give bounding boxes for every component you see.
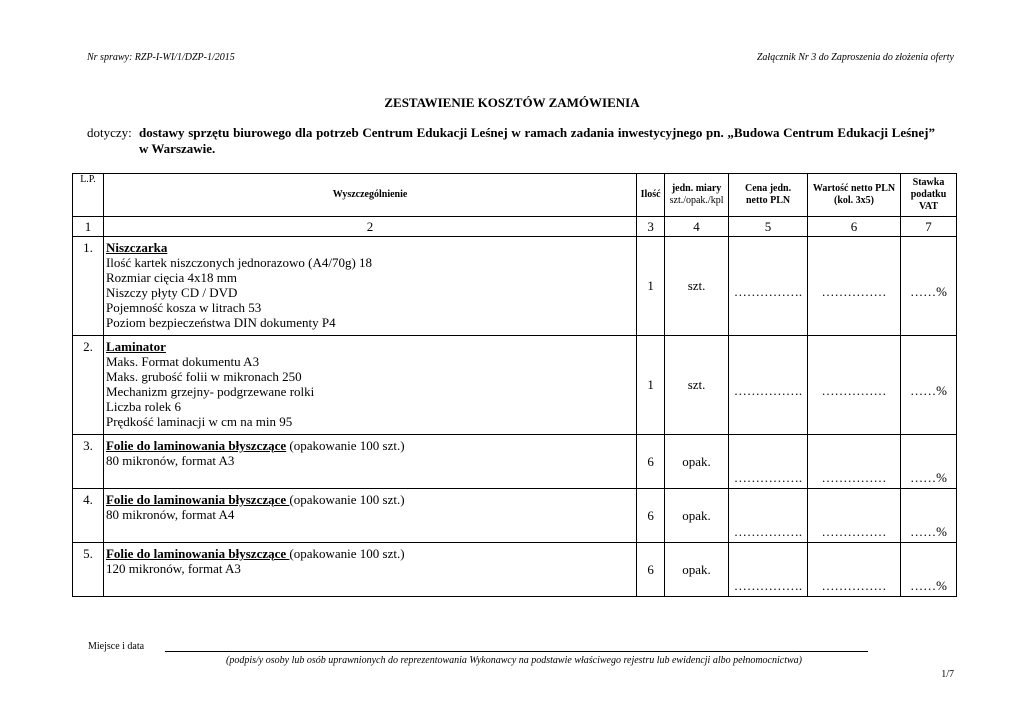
header-lp: L.P.: [73, 174, 104, 217]
header-vat-line3: VAT: [918, 201, 939, 212]
item-vat-blank[interactable]: ……%: [900, 435, 956, 489]
item-unit: opak.: [665, 489, 729, 543]
header-vat-rate: [900, 174, 956, 217]
item-spec-line: 80 mikronów, format A4: [105, 507, 235, 522]
header-unit-line2: szt./opak./kpl: [669, 195, 724, 206]
table-row: [73, 336, 957, 435]
item-quantity: 1: [637, 237, 665, 336]
header-vat-line2: podatku: [910, 189, 947, 200]
header-unit: [665, 174, 729, 217]
signature-line[interactable]: [165, 651, 868, 652]
column-number: 4: [665, 217, 729, 237]
item-net-value-blank[interactable]: ……………: [808, 336, 901, 435]
item-spec-line: 120 mikronów, format A3: [105, 561, 241, 576]
table-row: [73, 435, 957, 489]
item-description: [103, 336, 636, 435]
item-net-value-blank[interactable]: ……………: [808, 543, 901, 597]
item-vat-blank[interactable]: ……%: [900, 543, 956, 597]
cost-table: [72, 173, 957, 597]
header-value-line1: Wartość netto PLN: [812, 183, 896, 194]
item-vat-blank[interactable]: ……%: [900, 489, 956, 543]
document-title: ZESTAWIENIE KOSZTÓW ZAMÓWIENIA: [384, 95, 640, 110]
item-spec-line: Prędkość laminacji w cm na min 95: [105, 414, 293, 429]
item-unit-price-blank[interactable]: …………….: [729, 336, 808, 435]
header-unit-line1: jedn. miary: [671, 183, 722, 194]
item-name: Niszczarka: [105, 240, 168, 255]
column-number: 1: [73, 217, 104, 237]
item-unit: szt.: [665, 336, 729, 435]
item-name: Folie do laminowania błyszczące: [105, 438, 287, 453]
item-name: Folie do laminowania błyszczące: [105, 492, 290, 507]
table-row: [73, 543, 957, 597]
item-description: [103, 543, 636, 597]
item-number: 2.: [73, 336, 104, 435]
item-name-suffix: (opakowanie 100 szt.): [289, 546, 405, 561]
item-number: 1.: [73, 237, 104, 336]
item-quantity: 6: [637, 543, 665, 597]
item-name: Laminator: [105, 339, 166, 354]
concerns-text: dostawy sprzętu biurowego dla potrzeb Centrum Edukacji Leśnej w ramach zadania inwestycyjnego pn. „Budowa Centrum Edukacji Leśnej” w Warszawie.: [139, 125, 935, 156]
item-spec-line: Niszczy płyty CD / DVD: [105, 285, 238, 300]
column-number: 7: [900, 217, 956, 237]
column-number: 3: [637, 217, 665, 237]
item-number: 4.: [73, 489, 104, 543]
item-unit-price-blank[interactable]: …………….: [729, 435, 808, 489]
header-unit-price: [729, 174, 808, 217]
concerns-section: [87, 125, 939, 157]
header-description: Wyszczególnienie: [103, 174, 636, 217]
column-number: 6: [808, 217, 901, 237]
item-net-value-blank[interactable]: ……………: [808, 435, 901, 489]
place-date-label: Miejsce i data: [88, 641, 145, 652]
item-net-value-blank[interactable]: ……………: [808, 237, 901, 336]
item-net-value-blank[interactable]: ……………: [808, 489, 901, 543]
item-description: [103, 435, 636, 489]
item-vat-blank[interactable]: ……%: [900, 237, 956, 336]
item-description: [103, 489, 636, 543]
header-price-line1: Cena jedn.: [744, 183, 792, 194]
item-description: [103, 237, 636, 336]
header-price-line2: netto PLN: [745, 195, 791, 206]
header-net-value: [808, 174, 901, 217]
header-row: [73, 174, 957, 217]
item-unit-price-blank[interactable]: …………….: [729, 237, 808, 336]
table-row: [73, 489, 957, 543]
item-spec-line: Pojemność kosza w litrach 53: [105, 300, 262, 315]
item-spec-line: Poziom bezpieczeństwa DIN dokumenty P4: [105, 315, 336, 330]
item-spec-line: Liczba rolek 6: [105, 399, 182, 414]
item-number: 5.: [73, 543, 104, 597]
item-quantity: 6: [637, 435, 665, 489]
header-quantity: Ilość: [637, 174, 665, 217]
item-name-suffix: (opakowanie 100 szt.): [289, 492, 405, 507]
column-number: 5: [729, 217, 808, 237]
item-spec-line: Mechanizm grzejny- podgrzewane rolki: [105, 384, 315, 399]
item-unit-price-blank[interactable]: …………….: [729, 543, 808, 597]
page-number: 1/7: [941, 669, 954, 680]
attachment-note: Załącznik Nr 3 do Zaproszenia do złożenia oferty: [756, 52, 954, 63]
item-spec-line: Maks. grubość folii w mikronach 250: [105, 369, 302, 384]
header-value-line2: (kol. 3x5): [834, 195, 874, 206]
item-name: Folie do laminowania błyszczące: [105, 546, 290, 561]
signature-note: (podpis/y osoby lub osób uprawnionych do reprezentowania Wykonawcy na podstawie właściwego rejestru lub ewidencji albo pełnomocnictwa): [226, 655, 802, 666]
item-unit: szt.: [665, 237, 729, 336]
item-spec-line: Ilość kartek niszczonych jednorazowo (A4/70g) 18: [105, 255, 373, 270]
table-row: [73, 237, 957, 336]
item-spec-line: Maks. Format dokumentu A3: [105, 354, 260, 369]
column-number-row: [73, 217, 957, 237]
item-name-suffix: (opakowanie 100 szt.): [286, 438, 405, 453]
item-vat-blank[interactable]: ……%: [900, 336, 956, 435]
item-quantity: 1: [637, 336, 665, 435]
item-unit: opak.: [665, 435, 729, 489]
column-number: 2: [103, 217, 636, 237]
case-number: Nr sprawy: RZP-I-WI/1/DZP-1/2015: [87, 52, 235, 63]
header-vat-line1: Stawka: [912, 177, 945, 188]
item-spec-line: 80 mikronów, format A3: [105, 453, 235, 468]
item-unit: opak.: [665, 543, 729, 597]
item-quantity: 6: [637, 489, 665, 543]
item-spec-line: Rozmiar cięcia 4x18 mm: [105, 270, 238, 285]
concerns-label: dotyczy:: [87, 125, 132, 140]
item-number: 3.: [73, 435, 104, 489]
item-unit-price-blank[interactable]: …………….: [729, 489, 808, 543]
